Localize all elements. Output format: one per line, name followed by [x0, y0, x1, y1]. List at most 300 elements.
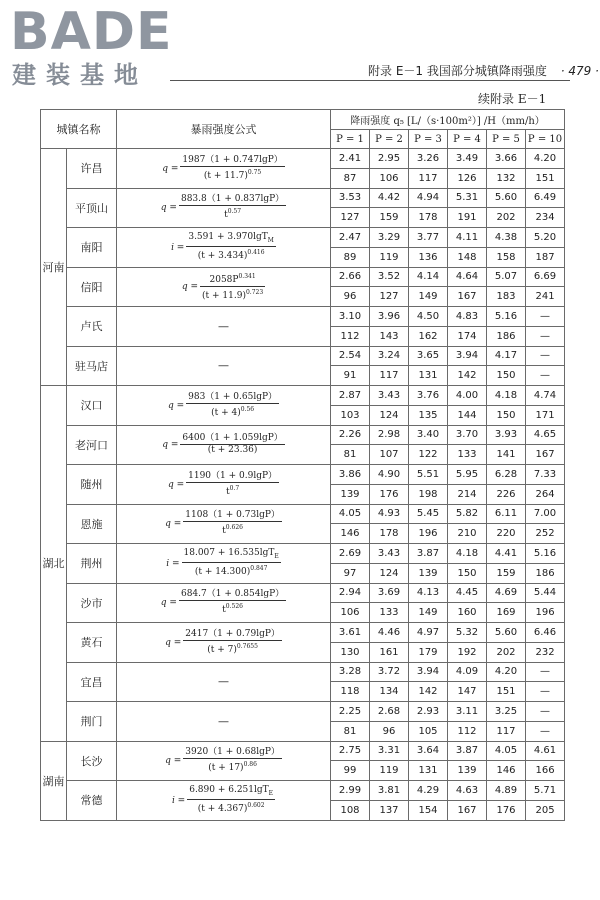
formula-cell: [117, 386, 331, 426]
h-value: 96: [331, 287, 370, 307]
city-cell: 长沙: [67, 741, 117, 781]
q-value: 5.95: [448, 465, 487, 485]
q-value: 5.16: [526, 544, 565, 564]
formula-numerator: 3.591 + 3.970lgT$_M$: [186, 232, 276, 247]
q-value: 3.69: [370, 583, 409, 603]
q-value: 3.43: [370, 544, 409, 564]
q-value: 4.20: [526, 149, 565, 169]
q-value: 3.29: [370, 228, 409, 248]
q-value: 4.69: [487, 583, 526, 603]
h-value: 186: [487, 326, 526, 346]
q-value: 2.87: [331, 386, 370, 406]
q-value: 4.65: [526, 425, 565, 445]
q-value: 2.26: [331, 425, 370, 445]
city-cell: 沙市: [67, 583, 117, 623]
formula-fraction: [182, 548, 281, 578]
rainfall-intensity-table: [40, 109, 565, 821]
h-value: 137: [370, 800, 409, 820]
h-value: 127: [331, 208, 370, 228]
h-value: 252: [526, 524, 565, 544]
header-city: 城镇名称: [41, 110, 117, 149]
q-value: 4.00: [448, 386, 487, 406]
city-cell: 黄石: [67, 623, 117, 663]
q-value: 5.16: [487, 307, 526, 327]
table-row: [41, 386, 565, 406]
q-value: 4.61: [526, 741, 565, 761]
formula-cell: [117, 267, 331, 307]
table-row: [41, 741, 565, 761]
table-row: [41, 228, 565, 248]
h-value: 131: [409, 761, 448, 781]
h-value: 150: [487, 405, 526, 425]
h-value: 139: [448, 761, 487, 781]
q-value: 3.77: [409, 228, 448, 248]
q-value: 4.20: [487, 662, 526, 682]
q-value: 3.81: [370, 781, 409, 801]
q-value: —: [526, 346, 565, 366]
table-row: [41, 544, 565, 564]
h-value: 124: [370, 563, 409, 583]
logo-brand: BADE: [10, 2, 173, 62]
formula-numerator: 1190（1 + 0.9lgP）: [188, 470, 278, 481]
q-value: 4.97: [409, 623, 448, 643]
q-value: 5.44: [526, 583, 565, 603]
h-value: 220: [487, 524, 526, 544]
formula-cell: [117, 741, 331, 781]
h-value: 167: [448, 287, 487, 307]
q-value: 3.61: [331, 623, 370, 643]
header-formula: 暴雨强度公式: [117, 110, 331, 149]
q-value: 5.20: [526, 228, 565, 248]
formula-fraction: [179, 589, 286, 616]
h-value: 99: [331, 761, 370, 781]
h-value: 198: [409, 484, 448, 504]
h-value: —: [526, 682, 565, 702]
h-value: 241: [526, 287, 565, 307]
period-5: P = 5: [487, 130, 526, 149]
h-value: 158: [487, 247, 526, 267]
h-value: 151: [487, 682, 526, 702]
q-value: 3.52: [370, 267, 409, 287]
h-value: —: [526, 366, 565, 386]
q-value: 4.11: [448, 228, 487, 248]
formula-fraction: [186, 471, 279, 498]
city-cell: 信阳: [67, 267, 117, 307]
formula-cell: [117, 465, 331, 505]
table-row: [41, 149, 565, 169]
formula-cell: [117, 544, 331, 584]
q-value: 3.24: [370, 346, 409, 366]
h-value: 133: [370, 603, 409, 623]
h-value: 214: [448, 484, 487, 504]
h-value: 146: [331, 524, 370, 544]
formula-cell: [117, 623, 331, 663]
h-value: 191: [448, 208, 487, 228]
q-value: 3.66: [487, 149, 526, 169]
h-value: 146: [487, 761, 526, 781]
table-row: [41, 623, 565, 643]
formula-fraction: [180, 155, 284, 182]
h-value: 176: [487, 800, 526, 820]
h-value: 134: [370, 682, 409, 702]
h-value: 119: [370, 247, 409, 267]
h-value: 178: [409, 208, 448, 228]
running-header: [368, 62, 599, 79]
formula-denominator: $(t + 17)^{0.86}$: [208, 761, 257, 774]
h-value: 133: [448, 445, 487, 465]
h-value: 192: [448, 642, 487, 662]
q-value: 7.00: [526, 504, 565, 524]
formula-numerator: 18.007 + 16.535lgT$_E$: [182, 548, 281, 563]
h-value: 107: [370, 445, 409, 465]
formula-cell: [117, 583, 331, 623]
city-cell: 驻马店: [67, 346, 117, 386]
city-cell: 恩施: [67, 504, 117, 544]
formula-denominator: $(t + 4)^{0.56}$: [211, 405, 255, 418]
q-value: 5.45: [409, 504, 448, 524]
h-value: 232: [526, 642, 565, 662]
h-value: 130: [331, 642, 370, 662]
formula-lhs: q =: [160, 203, 177, 214]
formula-denominator: $t^{0.57}$: [224, 208, 242, 221]
table-row: [41, 307, 565, 327]
q-value: 4.18: [487, 386, 526, 406]
city-cell: 荆门: [67, 702, 117, 742]
q-value: 3.87: [448, 741, 487, 761]
q-value: 3.31: [370, 741, 409, 761]
formula-numerator: 883.8（1 + 0.837lgP）: [180, 194, 285, 205]
h-value: 117: [370, 366, 409, 386]
q-value: 3.94: [409, 662, 448, 682]
q-value: 3.43: [370, 386, 409, 406]
h-value: 135: [409, 405, 448, 425]
h-value: 205: [526, 800, 565, 820]
formula-denominator: $t^{0.7}$: [225, 484, 240, 497]
period-6: P = 10: [526, 130, 565, 149]
period-3: P = 3: [409, 130, 448, 149]
table-row: [41, 425, 565, 445]
h-value: 171: [526, 405, 565, 425]
h-value: 91: [331, 366, 370, 386]
q-value: 4.46: [370, 623, 409, 643]
continuation-label: 续附录 E－1: [478, 92, 547, 106]
h-value: 160: [448, 603, 487, 623]
formula-fraction: [186, 392, 279, 419]
h-value: 187: [526, 247, 565, 267]
formula-denominator: $(t + 11.9)^{0.723}$: [202, 289, 264, 302]
h-value: 196: [526, 603, 565, 623]
formula-numerator: 3920（1 + 0.68lgP）: [185, 747, 280, 758]
formula-cell: [117, 228, 331, 268]
h-value: 186: [526, 563, 565, 583]
h-value: 103: [331, 405, 370, 425]
formula-none: —: [218, 359, 229, 373]
formula-numerator: 2417（1 + 0.79lgP）: [185, 628, 280, 639]
period-1: P = 1: [331, 130, 370, 149]
h-value: 161: [370, 642, 409, 662]
q-value: 3.87: [409, 544, 448, 564]
q-value: 5.31: [448, 188, 487, 208]
city-cell: 许昌: [67, 149, 117, 189]
q-value: —: [526, 662, 565, 682]
city-cell: 汉口: [67, 386, 117, 426]
city-cell: 随州: [67, 465, 117, 505]
city-cell: 宜昌: [67, 662, 117, 702]
h-value: 149: [409, 287, 448, 307]
formula-cell: [117, 662, 331, 702]
formula-lhs: q =: [181, 282, 199, 293]
bade-logo: [8, 2, 188, 90]
q-value: 4.38: [487, 228, 526, 248]
h-value: 81: [331, 445, 370, 465]
table-row: [41, 267, 565, 287]
q-value: 3.65: [409, 346, 448, 366]
h-value: 139: [409, 563, 448, 583]
h-value: 139: [331, 484, 370, 504]
q-value: 7.33: [526, 465, 565, 485]
h-value: 105: [409, 721, 448, 741]
formula-cell: [117, 425, 331, 465]
h-value: 117: [487, 721, 526, 741]
formula-cell: [117, 346, 331, 386]
formula-fraction: [183, 629, 282, 656]
q-value: 6.69: [526, 267, 565, 287]
q-value: 4.41: [487, 544, 526, 564]
formula-cell: [117, 702, 331, 742]
h-value: 96: [370, 721, 409, 741]
q-value: 3.49: [448, 149, 487, 169]
city-cell: 常德: [67, 781, 117, 821]
formula-lhs: q =: [160, 598, 177, 609]
h-value: 118: [331, 682, 370, 702]
h-value: 162: [409, 326, 448, 346]
formula-none: —: [218, 714, 229, 728]
q-value: 2.69: [331, 544, 370, 564]
q-value: 3.40: [409, 425, 448, 445]
h-value: 159: [370, 208, 409, 228]
province-cell: 河南: [41, 149, 67, 386]
q-value: 3.28: [331, 662, 370, 682]
h-value: 166: [526, 761, 565, 781]
q-value: 3.70: [448, 425, 487, 445]
h-value: 132: [487, 168, 526, 188]
q-value: 4.05: [331, 504, 370, 524]
h-value: 210: [448, 524, 487, 544]
h-value: 127: [370, 287, 409, 307]
q-value: 4.64: [448, 267, 487, 287]
q-value: 4.13: [409, 583, 448, 603]
formula-lhs: q =: [165, 756, 182, 767]
h-value: 147: [448, 682, 487, 702]
table-row: [41, 465, 565, 485]
city-cell: 荆州: [67, 544, 117, 584]
formula-denominator: (t + 23.36): [207, 445, 258, 456]
formula-numerator: 983（1 + 0.65lgP）: [188, 391, 278, 402]
city-cell: 老河口: [67, 425, 117, 465]
province-cell: 湖南: [41, 741, 67, 820]
h-value: 148: [448, 247, 487, 267]
formula-numerator: $2058P^{0.341}$: [200, 271, 265, 287]
q-value: 3.11: [448, 702, 487, 722]
h-value: 106: [370, 168, 409, 188]
h-value: 122: [409, 445, 448, 465]
h-value: —: [526, 326, 565, 346]
h-value: 264: [526, 484, 565, 504]
province-cell: 湖北: [41, 386, 67, 742]
h-value: 159: [487, 563, 526, 583]
q-value: 2.95: [370, 149, 409, 169]
h-value: 131: [409, 366, 448, 386]
q-value: 4.17: [487, 346, 526, 366]
h-value: 112: [331, 326, 370, 346]
formula-lhs: q =: [162, 163, 179, 174]
q-value: 6.28: [487, 465, 526, 485]
city-cell: 平顶山: [67, 188, 117, 228]
table-row: [41, 583, 565, 603]
h-value: 108: [331, 800, 370, 820]
q-value: 6.49: [526, 188, 565, 208]
h-value: 202: [487, 642, 526, 662]
q-value: 2.99: [331, 781, 370, 801]
table-row: [41, 662, 565, 682]
period-2: P = 2: [370, 130, 409, 149]
formula-fraction: [183, 510, 282, 537]
q-value: 2.47: [331, 228, 370, 248]
h-value: 106: [331, 603, 370, 623]
q-value: 2.98: [370, 425, 409, 445]
h-value: 87: [331, 168, 370, 188]
h-value: 143: [370, 326, 409, 346]
q-value: 3.53: [331, 188, 370, 208]
q-value: 4.93: [370, 504, 409, 524]
formula-lhs: i =: [171, 242, 185, 253]
city-cell: 南阳: [67, 228, 117, 268]
formula-denominator: $(t + 7)^{0.7655}$: [207, 642, 258, 655]
q-value: 3.26: [409, 149, 448, 169]
formula-denominator: $(t + 11.7)^{0.75}$: [203, 168, 262, 181]
q-value: 2.41: [331, 149, 370, 169]
h-value: 226: [487, 484, 526, 504]
table-row: [41, 781, 565, 801]
q-value: 5.82: [448, 504, 487, 524]
formula-lhs: q =: [167, 479, 185, 490]
formula-lhs: i =: [166, 558, 180, 569]
h-value: 234: [526, 208, 565, 228]
h-value: 126: [448, 168, 487, 188]
formula-lhs: q =: [165, 519, 182, 530]
q-value: 4.74: [526, 386, 565, 406]
formula-cell: [117, 188, 331, 228]
h-value: 150: [487, 366, 526, 386]
h-value: 151: [526, 168, 565, 188]
h-value: 178: [370, 524, 409, 544]
q-value: 4.29: [409, 781, 448, 801]
formula-fraction: [186, 232, 276, 262]
h-value: 142: [448, 366, 487, 386]
formula-lhs: q =: [167, 400, 185, 411]
q-value: 3.64: [409, 741, 448, 761]
formula-denominator: $t^{0.626}$: [222, 524, 243, 537]
h-value: 196: [409, 524, 448, 544]
h-value: 167: [448, 800, 487, 820]
formula-fraction: [183, 747, 282, 774]
q-value: 3.10: [331, 307, 370, 327]
formula-numerator: 6400（1 + 1.059lgP）: [182, 433, 283, 444]
formula-cell: [117, 781, 331, 821]
q-value: 6.46: [526, 623, 565, 643]
h-value: 119: [370, 761, 409, 781]
formula-none: —: [218, 675, 229, 689]
q-value: 4.83: [448, 307, 487, 327]
h-value: 136: [409, 247, 448, 267]
period-4: P = 4: [448, 130, 487, 149]
q-value: 3.25: [487, 702, 526, 722]
logo-subtitle: 建装基地: [12, 61, 148, 89]
q-value: 3.86: [331, 465, 370, 485]
h-value: 150: [448, 563, 487, 583]
q-value: 2.75: [331, 741, 370, 761]
h-value: 167: [526, 445, 565, 465]
q-value: 2.93: [409, 702, 448, 722]
q-value: 4.09: [448, 662, 487, 682]
q-value: 4.18: [448, 544, 487, 564]
table-row: [41, 504, 565, 524]
q-value: 4.94: [409, 188, 448, 208]
q-value: 6.11: [487, 504, 526, 524]
formula-fraction: [187, 785, 275, 815]
q-value: 5.71: [526, 781, 565, 801]
h-value: 176: [370, 484, 409, 504]
h-value: 89: [331, 247, 370, 267]
h-value: 112: [448, 721, 487, 741]
table-row: [41, 702, 565, 722]
formula-cell: [117, 149, 331, 189]
formula-numerator: 684.7（1 + 0.854lgP）: [180, 589, 285, 600]
header-title: 附录 E－1 我国部分城镇降雨强度: [368, 64, 547, 78]
formula-numerator: 6.890 + 6.251lgT$_E$: [187, 785, 275, 800]
formula-numerator: 1108（1 + 0.73lgP）: [185, 510, 280, 521]
formula-cell: [117, 504, 331, 544]
formula-lhs: q =: [165, 637, 182, 648]
q-value: 5.60: [487, 188, 526, 208]
q-value: 3.96: [370, 307, 409, 327]
formula-fraction: [180, 433, 284, 456]
h-value: 97: [331, 563, 370, 583]
header-rule: [170, 80, 570, 81]
q-value: 2.66: [331, 267, 370, 287]
q-value: 4.45: [448, 583, 487, 603]
q-value: 5.32: [448, 623, 487, 643]
q-value: 4.14: [409, 267, 448, 287]
page-number: · 479 ·: [560, 64, 599, 78]
h-value: 169: [487, 603, 526, 623]
q-value: 3.94: [448, 346, 487, 366]
table-row: [41, 346, 565, 366]
q-value: 2.54: [331, 346, 370, 366]
q-value: 4.05: [487, 741, 526, 761]
q-value: 5.51: [409, 465, 448, 485]
h-value: 183: [487, 287, 526, 307]
table-row: [41, 188, 565, 208]
h-value: 141: [487, 445, 526, 465]
q-value: —: [526, 307, 565, 327]
city-cell: 卢氏: [67, 307, 117, 347]
header-intensity: 降雨强度 q₅ [L/（s·100m²）] /H（mm/h）: [331, 110, 565, 130]
h-value: 179: [409, 642, 448, 662]
h-value: 81: [331, 721, 370, 741]
q-value: 5.60: [487, 623, 526, 643]
formula-none: —: [218, 319, 229, 333]
